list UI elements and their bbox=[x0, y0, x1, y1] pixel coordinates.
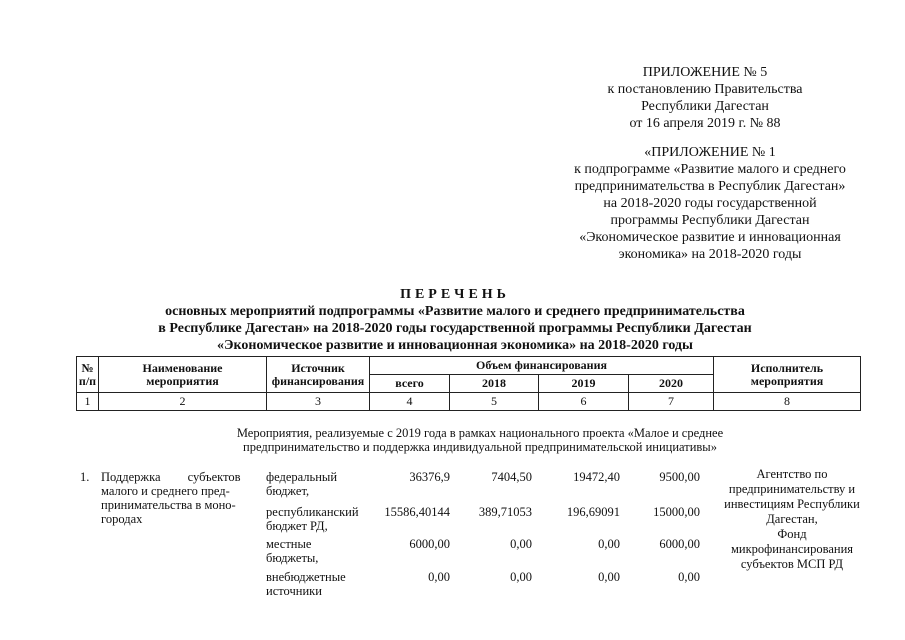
measure-name-line: принимательства в моно- bbox=[101, 498, 236, 512]
header-number: № п/п bbox=[77, 357, 99, 393]
appendix-1-line: к подпрограмме «Развитие малого и среднего bbox=[574, 162, 846, 177]
header-executor: Исполнитель мероприятия bbox=[714, 357, 861, 393]
source-label-line: бюджет, bbox=[266, 484, 310, 498]
appendix-1-line: программы Республики Дагестан bbox=[610, 213, 810, 228]
index-cell: 3 bbox=[267, 393, 370, 411]
index-cell: 2 bbox=[99, 393, 267, 411]
source-label-line: внебюджетные bbox=[266, 570, 346, 584]
source-label bbox=[266, 505, 359, 533]
header-total: всего bbox=[370, 375, 450, 393]
row-number: 1. bbox=[80, 470, 90, 484]
header-source: Источник финансирования bbox=[267, 357, 370, 393]
executor-line: микрофинансирования bbox=[730, 542, 854, 556]
source-label-line: республиканский bbox=[266, 505, 359, 519]
value-2019: 0,00 bbox=[598, 537, 620, 551]
appendix-1-line: экономика» на 2018-2020 годы bbox=[618, 247, 802, 262]
section-note-line: предпринимательство и поддержка индивидуальной предпринимательской инициативы» bbox=[243, 440, 717, 454]
appendix-1-line: «ПРИЛОЖЕНИЕ № 1 bbox=[644, 145, 776, 160]
header-name: Наименование мероприятия bbox=[99, 357, 267, 393]
appendix-1-line: предпринимательства в Республик Дагестан» bbox=[574, 179, 846, 194]
source-label-line: местные bbox=[266, 537, 312, 551]
index-cell: 8 bbox=[714, 393, 861, 411]
value-2020: 0,00 bbox=[678, 570, 700, 584]
measure-name-line: городах bbox=[101, 512, 143, 526]
value-2020: 6000,00 bbox=[659, 537, 700, 551]
measure-name bbox=[101, 470, 255, 526]
header-year-2020: 2020 bbox=[629, 375, 714, 393]
header-volume: Объем финансирования bbox=[370, 357, 714, 375]
executor-line: субъектов МСП РД bbox=[740, 557, 844, 571]
source-label bbox=[266, 570, 346, 598]
executor bbox=[706, 467, 878, 572]
header-year-2019: 2019 bbox=[539, 375, 629, 393]
value-2020: 15000,00 bbox=[653, 505, 700, 519]
title-line: основных мероприятий подпрограммы «Развитие малого и среднего предпринимательства bbox=[165, 304, 745, 319]
value-2019: 196,69091 bbox=[566, 505, 620, 519]
appendix-5-block bbox=[580, 64, 830, 132]
measures-table bbox=[76, 356, 861, 411]
appendix-1-block bbox=[540, 144, 880, 263]
appendix-5-line: Республики Дагестан bbox=[641, 99, 769, 114]
title-line: в Республике Дагестан» на 2018-2020 годы государственной программы Республики Дагестан bbox=[158, 321, 752, 336]
measure-name-line: малого и среднего пред- bbox=[101, 484, 230, 498]
appendix-1-line: на 2018-2020 годы государственной bbox=[603, 196, 817, 211]
executor-line: предпринимательству и bbox=[728, 482, 856, 496]
source-label-line: бюджет РД, bbox=[266, 519, 328, 533]
executor-line: Фонд bbox=[777, 527, 807, 541]
appendix-5-line: ПРИЛОЖЕНИЕ № 5 bbox=[642, 65, 768, 80]
index-cell: 5 bbox=[450, 393, 539, 411]
section-note-line: Мероприятия, реализуемые с 2019 года в рамках национального проекта «Малое и среднее bbox=[236, 426, 724, 440]
value-2019: 0,00 bbox=[598, 570, 620, 584]
value-2020: 9500,00 bbox=[659, 470, 700, 484]
executor-line: Агентство по bbox=[756, 467, 828, 481]
source-label bbox=[266, 537, 318, 565]
section-note bbox=[200, 426, 760, 454]
value-2018: 7404,50 bbox=[491, 470, 532, 484]
total-value: 36376,9 bbox=[409, 470, 450, 484]
value-2018: 0,00 bbox=[510, 570, 532, 584]
index-cell: 1 bbox=[77, 393, 99, 411]
header-year-2018: 2018 bbox=[450, 375, 539, 393]
appendix-5-line: от 16 апреля 2019 г. № 88 bbox=[629, 116, 781, 131]
index-cell: 6 bbox=[539, 393, 629, 411]
appendix-5-line: к постановлению Правительства bbox=[607, 82, 803, 97]
value-2019: 19472,40 bbox=[573, 470, 620, 484]
source-label-line: бюджеты, bbox=[266, 551, 319, 565]
title-heading: ПЕРЕЧЕНЬ bbox=[400, 287, 510, 302]
document-title bbox=[60, 286, 850, 354]
value-2018: 0,00 bbox=[510, 537, 532, 551]
source-label-line: источники bbox=[266, 584, 322, 598]
total-value: 0,00 bbox=[428, 570, 450, 584]
index-cell: 7 bbox=[629, 393, 714, 411]
executor-line: инвестициям Республики bbox=[724, 497, 860, 511]
executor-line: Дагестан, bbox=[766, 512, 818, 526]
source-label bbox=[266, 470, 337, 498]
total-value: 15586,40144 bbox=[384, 505, 450, 519]
source-label-line: федеральный bbox=[266, 470, 338, 484]
measure-name-line: Поддержка субъектов bbox=[101, 470, 241, 484]
value-2018: 389,71053 bbox=[478, 505, 532, 519]
index-cell: 4 bbox=[370, 393, 450, 411]
title-line: «Экономическое развитие и инновационная экономика» на 2018-2020 годы bbox=[217, 338, 693, 353]
total-value: 6000,00 bbox=[409, 537, 450, 551]
appendix-1-line: «Экономическое развитие и инновационная bbox=[579, 230, 841, 245]
